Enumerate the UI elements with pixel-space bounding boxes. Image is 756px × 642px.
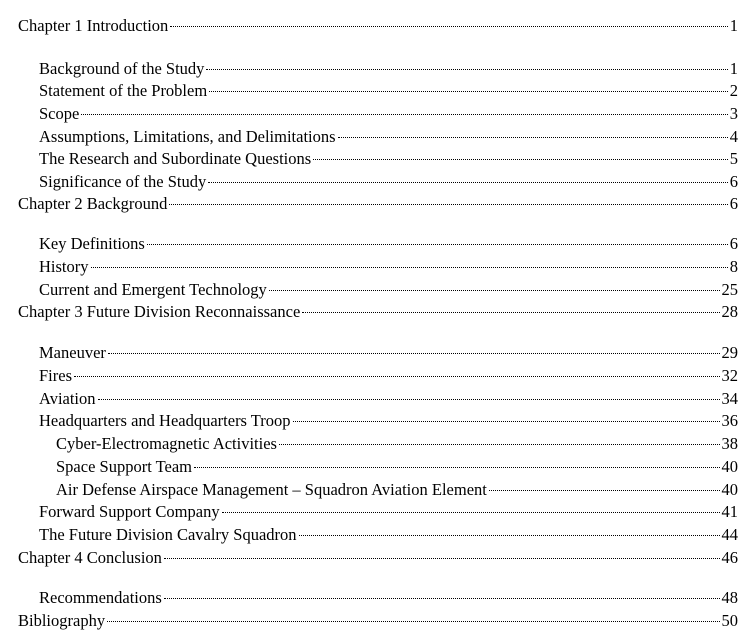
- toc-entry-fires[interactable]: [39, 365, 738, 387]
- toc-entry-title: Aviation: [39, 389, 96, 408]
- toc-entry-current-technology[interactable]: [39, 279, 738, 301]
- toc-chapter-3[interactable]: [18, 301, 738, 323]
- dot-leader: [206, 68, 727, 70]
- dot-leader: [293, 420, 720, 422]
- toc-entry-cyber[interactable]: [56, 433, 738, 455]
- toc-page-number: 46: [721, 548, 738, 567]
- toc-page-number: 6: [729, 172, 738, 191]
- toc-page-number: 2: [729, 81, 738, 100]
- toc-entry-title: Space Support Team: [56, 457, 193, 476]
- dot-leader: [81, 113, 727, 115]
- dot-leader: [98, 398, 720, 400]
- toc-page-number: 6: [729, 194, 738, 213]
- dot-leader: [302, 311, 719, 313]
- toc-page-number: 8: [729, 257, 738, 276]
- toc-page-number: 3: [729, 104, 738, 123]
- dot-leader: [107, 620, 719, 622]
- toc-entry-title: The Research and Subordinate Questions: [39, 149, 312, 168]
- toc-entry-title: Assumptions, Limitations, and Delimitations: [39, 127, 336, 146]
- dot-leader: [269, 289, 720, 291]
- dot-leader: [74, 375, 720, 377]
- toc-entry-title: History: [39, 257, 89, 276]
- toc-page-number: 48: [721, 588, 738, 607]
- toc-entry-title: Background of the Study: [39, 59, 205, 78]
- toc-entry-title: Significance of the Study: [39, 172, 207, 191]
- toc-entry-title: Fires: [39, 366, 72, 385]
- toc-page-number: 32: [721, 366, 738, 385]
- toc-entry-title: Chapter 4 Conclusion: [18, 548, 162, 567]
- toc-entry-title: The Future Division Cavalry Squadron: [39, 525, 297, 544]
- dot-leader: [164, 557, 720, 559]
- toc-entry-recommendations[interactable]: [39, 587, 738, 609]
- toc-entry-cavalry-squadron[interactable]: [39, 524, 738, 546]
- toc-entry-maneuver[interactable]: [39, 342, 738, 364]
- toc-entry-title: Recommendations: [39, 588, 162, 607]
- toc-page-number: 38: [721, 434, 738, 453]
- toc-page-number: 25: [721, 280, 738, 299]
- dot-leader: [209, 90, 728, 92]
- toc-page-number: 29: [721, 343, 738, 362]
- toc-entry-background-of-study[interactable]: [39, 58, 738, 80]
- toc-entry-title: Air Defense Airspace Management – Squadron Aviation Element: [56, 480, 487, 499]
- toc-entry-title: Forward Support Company: [39, 502, 220, 521]
- toc-entry-assumptions[interactable]: [39, 126, 738, 148]
- toc-entry-title: Bibliography: [18, 611, 106, 630]
- toc-entry-space-support[interactable]: [56, 456, 738, 478]
- dot-leader: [489, 489, 720, 491]
- toc-entry-title: Headquarters and Headquarters Troop: [39, 411, 291, 430]
- toc-page-number: 28: [721, 302, 738, 321]
- toc-page-number: 1: [729, 16, 738, 35]
- toc-page-number: 6: [729, 234, 738, 253]
- toc-page-number: 34: [721, 389, 738, 408]
- toc-entry-title: Scope: [39, 104, 80, 123]
- toc-page-number: 50: [721, 611, 738, 630]
- toc-entry-significance[interactable]: [39, 171, 738, 193]
- dot-leader: [108, 352, 720, 354]
- toc-entry-scope[interactable]: [39, 103, 738, 125]
- toc-page-number: 40: [721, 457, 738, 476]
- toc-bibliography[interactable]: [18, 610, 738, 632]
- toc-page-number: 36: [721, 411, 738, 430]
- dot-leader: [313, 158, 728, 160]
- toc-entry-hht[interactable]: [39, 410, 738, 432]
- toc-entry-statement-of-problem[interactable]: [39, 80, 738, 102]
- dot-leader: [299, 534, 720, 536]
- dot-leader: [169, 203, 727, 205]
- toc-entry-title: Statement of the Problem: [39, 81, 208, 100]
- dot-leader: [222, 511, 720, 513]
- toc-chapter-1[interactable]: [18, 15, 738, 37]
- toc-entry-air-defense[interactable]: [56, 479, 738, 501]
- toc-page-number: 41: [721, 502, 738, 521]
- toc-page-number: 4: [729, 127, 738, 146]
- toc-entry-title: Maneuver: [39, 343, 106, 362]
- toc-page-number: 5: [729, 149, 738, 168]
- toc-entry-aviation[interactable]: [39, 388, 738, 410]
- toc-entry-title: Key Definitions: [39, 234, 145, 253]
- toc-chapter-2[interactable]: [18, 193, 738, 215]
- dot-leader: [279, 443, 720, 445]
- toc-entry-title: Chapter 1 Introduction: [18, 16, 169, 35]
- dot-leader: [338, 136, 728, 138]
- toc-entry-title: Cyber-Electromagnetic Activities: [56, 434, 277, 453]
- toc-entry-title: Chapter 3 Future Division Reconnaissance: [18, 302, 301, 321]
- dot-leader: [208, 181, 727, 183]
- toc-page-number: 40: [721, 480, 738, 499]
- dot-leader: [147, 243, 728, 245]
- dot-leader: [194, 466, 719, 468]
- toc-page-number: 44: [721, 525, 738, 544]
- toc-entry-title: Chapter 2 Background: [18, 194, 168, 213]
- dot-leader: [91, 266, 728, 268]
- dot-leader: [170, 25, 727, 27]
- toc-page-number: 1: [729, 59, 738, 78]
- toc-chapter-4[interactable]: [18, 547, 738, 569]
- toc-entry-forward-support[interactable]: [39, 501, 738, 523]
- toc-entry-research-questions[interactable]: [39, 148, 738, 170]
- toc-entry-title: Current and Emergent Technology: [39, 280, 267, 299]
- toc-entry-history[interactable]: [39, 256, 738, 278]
- toc-entry-key-definitions[interactable]: [39, 233, 738, 255]
- dot-leader: [164, 597, 720, 599]
